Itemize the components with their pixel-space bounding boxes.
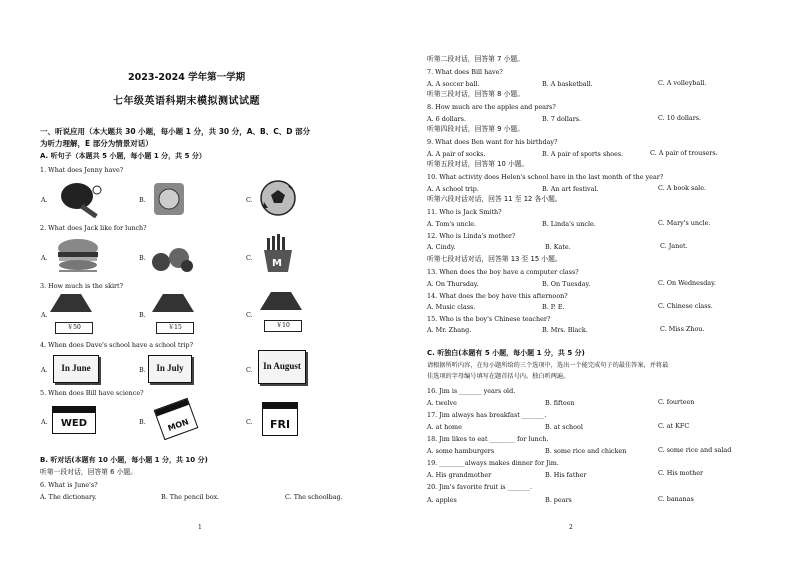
baseball-bat-ball-icon — [152, 179, 188, 219]
q3-option-c-label: C. — [246, 311, 253, 319]
q12-option-b: B. Kate. — [545, 243, 571, 251]
skirt-icon — [46, 292, 96, 314]
q17-option-b: B. at school — [545, 423, 583, 431]
q10-option-a: A. A school trip. — [427, 185, 479, 193]
q19-option-a: A. His grandmother — [427, 471, 492, 479]
q7-option-c: C. A volleyball. — [658, 79, 707, 87]
q13-option-c: C. On Wednesday. — [658, 279, 716, 287]
q5-option-c-label: C. — [246, 418, 253, 426]
question-6: 6. What is June's? — [40, 481, 98, 489]
q12-option-a: A. Cindy. — [427, 243, 456, 251]
q19-option-b: B. His father — [545, 471, 587, 479]
q4-option-a-label: A. — [41, 366, 48, 374]
q10-option-b: B. An art festival. — [542, 185, 599, 193]
q17-option-a: A. at home — [427, 423, 462, 431]
skirt-icon — [148, 292, 198, 314]
q1-option-b-label: B. — [139, 196, 146, 204]
section-1-heading: 一、听说应用（本大题共 30 小题，每小题 1 分，共 30 分，A、B、C、D 部分 — [40, 127, 311, 136]
question-8: 8. How much are the apples and pears? — [427, 103, 556, 111]
question-19: 19. ________always makes dinner for Jim. — [427, 459, 559, 467]
q14-option-a: A. Music class. — [427, 303, 476, 311]
question-9: 9. What does Ben want for his birthday? — [427, 138, 558, 146]
q1-option-a-label: A. — [41, 196, 48, 204]
question-18: 18. Jim likes to eat ________ for lunch. — [427, 435, 549, 443]
q6-option-c: C. The schoolbag. — [285, 493, 343, 501]
skirt-icon — [256, 290, 306, 312]
question-20: 20. Jim's favorite fruit is _______. — [427, 483, 532, 491]
q15-option-a: A. Mr. Zhang. — [427, 326, 472, 334]
question-13: 13. When does the boy have a computer class? — [427, 268, 579, 276]
card-in-june: In June — [53, 355, 99, 383]
q14-option-b: B. P. E. — [542, 303, 565, 311]
q2-option-b-label: B. — [139, 254, 146, 262]
exam-year-title: 2023-2024 学年第一学期 — [128, 72, 246, 83]
question-11: 11. Who is Jack Smith? — [427, 208, 502, 216]
section-1-heading-cont: 为听力理解，E 部分为情景对话） — [40, 139, 153, 148]
q19-option-c: C. His mother — [658, 469, 704, 477]
q18-option-b: B. some rice and chicken — [545, 447, 627, 455]
q14-option-c: C. Chinese class. — [658, 302, 713, 310]
calendar-wed-icon: WED — [52, 406, 96, 434]
q20-option-a: A. apples — [427, 496, 457, 504]
card-in-august: In August — [258, 350, 306, 384]
question-10: 10. What activity does Helen's school have in the last month of the year? — [427, 173, 664, 181]
question-7: 7. What does Bill have? — [427, 68, 503, 76]
question-12: 12. Who is Linda's mother? — [427, 232, 516, 240]
question-15: 15. Who is the boy's Chinese teacher? — [427, 315, 551, 323]
q4-option-c-label: C. — [246, 366, 253, 374]
soccer-ball-icon — [258, 178, 298, 218]
question-14: 14. What does the boy have this afternoon? — [427, 292, 568, 300]
card-in-july: In July — [148, 355, 192, 383]
page-2 — [397, 0, 794, 561]
dialogue-7-instruction: 听第七段对话对话，回答第 13 至 15 小题。 — [427, 255, 562, 263]
q16-option-b: B. fifteen — [545, 399, 575, 407]
q15-option-c: C. Miss Zhou. — [660, 325, 705, 333]
q20-option-c: C. bananas — [658, 495, 694, 503]
ping-pong-paddle-icon — [55, 180, 105, 218]
q16-option-a: A. twelve — [427, 399, 457, 407]
q8-option-a: A. 6 dollars. — [427, 115, 466, 123]
part-b-heading: B. 听对话(本题有 10 小题，每小题 1 分，共 10 分) — [40, 456, 208, 464]
price-tag-c: ￥10 — [264, 320, 302, 332]
svg-text:M: M — [272, 258, 282, 269]
dialogue-1-instruction: 听第一段对话，回答第 6 小题。 — [40, 468, 138, 476]
q10-option-c: C. A book sale. — [658, 184, 707, 192]
question-16: 16. Jim is _______ years old. — [427, 387, 516, 395]
dialogue-2-instruction: 听第二段对话，回答第 7 小题。 — [427, 55, 525, 63]
question-1: 1. What does Jenny have? — [40, 166, 124, 174]
q1-option-c-label: C. — [246, 196, 253, 204]
q18-option-a: A. some hamburgers — [427, 447, 495, 455]
q7-option-a: A. A soccer ball. — [427, 80, 480, 88]
q9-option-c: C. A pair of trousers. — [650, 149, 718, 157]
q15-option-b: B. Mrs. Black. — [542, 326, 588, 334]
page-number-2: 2 — [569, 523, 573, 531]
q6-option-b: B. The pencil box. — [161, 493, 220, 501]
q6-option-a: A. The dictionary. — [40, 493, 97, 501]
q8-option-b: B. 7 dollars. — [542, 115, 582, 123]
q4-option-b-label: B. — [139, 366, 146, 374]
question-5: 5. When does Bill have science? — [40, 389, 144, 397]
part-c-heading: C. 听独白(本题有 5 小题，每小题 1 分，共 5 分) — [427, 349, 585, 357]
q5-option-b-label: B. — [139, 418, 146, 426]
calendar-mon-icon: MON — [154, 398, 199, 440]
hamburger-icon — [55, 238, 101, 272]
q11-option-b: B. Linda's uncle. — [542, 220, 596, 228]
question-17: 17. Jim always has breakfast _______. — [427, 411, 547, 419]
part-c-instruction-cont: 佳选项的字母编号填写在题首括号内。独白听两遍。 — [427, 373, 570, 380]
dialogue-6-instruction: 听第六段对话对话，回答 11 至 12 各小题。 — [427, 195, 562, 203]
tomatoes-icon — [149, 244, 195, 274]
q11-option-c: C. Mary's uncle. — [658, 219, 711, 227]
q13-option-a: A. On Thursday. — [427, 280, 479, 288]
dialogue-4-instruction: 听第四段对话，回答第 9 小题。 — [427, 125, 525, 133]
q13-option-b: B. On Tuesday. — [542, 280, 591, 288]
dialogue-3-instruction: 听第三段对话，回答第 8 小题。 — [427, 90, 525, 98]
q9-option-a: A. A pair of socks. — [427, 150, 486, 158]
page-number-1: 1 — [198, 523, 202, 531]
q11-option-a: A. Tom's uncle. — [427, 220, 477, 228]
question-2: 2. What does Jack like for lunch? — [40, 224, 147, 232]
exam-title: 七年级英语科期末模拟测试试题 — [113, 96, 260, 107]
french-fries-icon — [258, 234, 298, 274]
dialogue-5-instruction: 听第五段对话，回答第 10 小题。 — [427, 160, 529, 168]
part-a-heading: A. 听句子（本题共 5 小题，每小题 1 分，共 5 分） — [40, 152, 206, 160]
q2-option-c-label: C. — [246, 254, 253, 262]
q3-option-a-label: A. — [41, 311, 48, 319]
q20-option-b: B. pears — [545, 496, 572, 504]
price-tag-b: ￥15 — [156, 322, 194, 334]
price-tag-a: ￥50 — [55, 322, 93, 334]
q8-option-c: C. 10 dollars. — [658, 114, 702, 122]
q16-option-c: C. fourteen — [658, 398, 695, 406]
q3-option-b-label: B. — [139, 311, 146, 319]
question-3: 3. How much is the skirt? — [40, 282, 124, 290]
q5-option-a-label: A. — [41, 418, 48, 426]
q12-option-c: C. Janet. — [660, 242, 688, 250]
q9-option-b: B. A pair of sports shoes. — [542, 150, 624, 158]
q18-option-c: C. some rice and salad — [658, 446, 732, 454]
calendar-fri-icon: FRI — [262, 402, 298, 436]
part-c-instruction: 请根据所听内容，在每小题所给的三个选项中，选出一个能完成句子的最佳答案，并将最 — [427, 362, 669, 369]
q2-option-a-label: A. — [41, 254, 48, 262]
question-4: 4. When does Dave's school have a school trip? — [40, 341, 194, 349]
q17-option-c: C. at KFC — [658, 422, 690, 430]
q7-option-b: B. A basketball. — [542, 80, 593, 88]
